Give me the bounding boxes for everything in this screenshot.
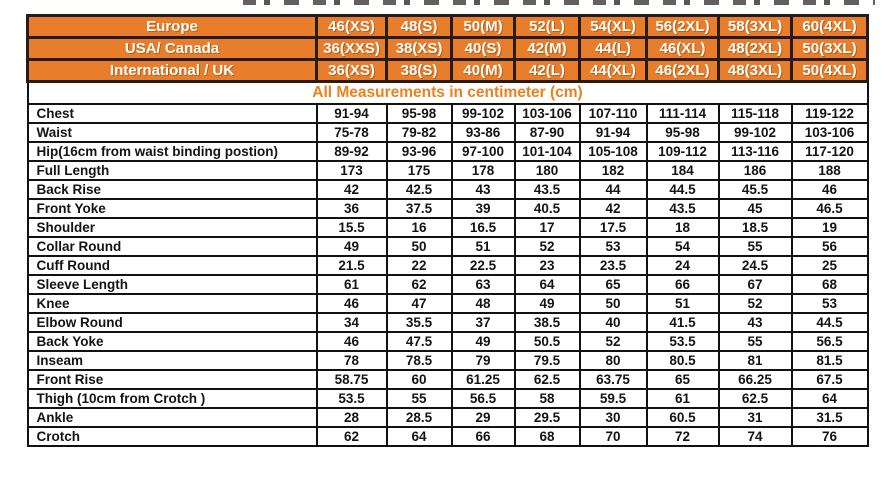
measurement-value-cell: 119-122 — [792, 104, 868, 123]
measurement-value-cell: 188 — [792, 161, 868, 180]
measurement-label-cell: Back Rise — [28, 180, 317, 199]
measurement-label-cell: Waist — [28, 123, 317, 142]
measurement-value-cell: 50 — [387, 237, 452, 256]
measurement-value-cell: 51 — [647, 294, 719, 313]
table-row — [28, 199, 868, 218]
measurement-value-cell: 95-98 — [387, 104, 452, 123]
measurement-value-cell: 36 — [317, 199, 387, 218]
measurement-value-cell: 25 — [792, 256, 868, 275]
measurement-value-cell: 105-108 — [580, 142, 647, 161]
measurement-label-cell: Elbow Round — [28, 313, 317, 332]
measurement-label-cell: Hip(16cm from waist binding postion) — [28, 142, 317, 161]
measurement-value-cell: 115-118 — [719, 104, 792, 123]
table-row — [28, 142, 868, 161]
measurement-label-cell: Cuff Round — [28, 256, 317, 275]
size-cell: 50(M) — [452, 16, 515, 38]
measurement-value-cell: 23 — [515, 256, 580, 275]
measurement-value-cell: 81 — [719, 351, 792, 370]
measurement-label-cell: Collar Round — [28, 237, 317, 256]
measurement-label-cell: Ankle — [28, 408, 317, 427]
measurement-value-cell: 64 — [515, 275, 580, 294]
measurement-value-cell: 55 — [719, 237, 792, 256]
measurement-value-cell: 47.5 — [387, 332, 452, 351]
measurement-value-cell: 91-94 — [317, 104, 387, 123]
table-row — [28, 427, 868, 446]
table-row — [28, 294, 868, 313]
measurement-value-cell: 66 — [452, 427, 515, 446]
size-cell: 44(XL) — [580, 60, 647, 82]
measurement-value-cell: 107-110 — [580, 104, 647, 123]
measurement-value-cell: 24.5 — [719, 256, 792, 275]
header-row — [28, 60, 868, 82]
measurement-value-cell: 52 — [719, 294, 792, 313]
measurement-value-cell: 75-78 — [317, 123, 387, 142]
measurement-value-cell: 61.25 — [452, 370, 515, 389]
measurement-label-cell: Chest — [28, 104, 317, 123]
measurement-value-cell: 67.5 — [792, 370, 868, 389]
measurement-value-cell: 91-94 — [580, 123, 647, 142]
measurement-value-cell: 64 — [792, 389, 868, 408]
measurement-value-cell: 50 — [580, 294, 647, 313]
size-cell: 48(3XL) — [719, 60, 792, 82]
measurement-value-cell: 173 — [317, 161, 387, 180]
measurement-value-cell: 89-92 — [317, 142, 387, 161]
measurement-value-cell: 78 — [317, 351, 387, 370]
measurement-value-cell: 43.5 — [647, 199, 719, 218]
measurement-value-cell: 43 — [452, 180, 515, 199]
table-row — [28, 104, 868, 123]
measurement-value-cell: 24 — [647, 256, 719, 275]
measurement-value-cell: 58 — [515, 389, 580, 408]
measurement-label-cell: Knee — [28, 294, 317, 313]
measurement-value-cell: 74 — [719, 427, 792, 446]
size-cell: 42(L) — [515, 60, 580, 82]
measurement-value-cell: 182 — [580, 161, 647, 180]
table-row — [28, 275, 868, 294]
measurement-value-cell: 186 — [719, 161, 792, 180]
size-cell: 36(XXS) — [317, 38, 387, 60]
measurements-note: All Measurements in centimeter (cm) — [28, 82, 868, 105]
measurement-value-cell: 43 — [719, 313, 792, 332]
measurement-value-cell: 46 — [317, 294, 387, 313]
table-row — [28, 313, 868, 332]
measurement-value-cell: 15.5 — [317, 218, 387, 237]
measurement-value-cell: 49 — [452, 332, 515, 351]
measurement-label-cell: Front Rise — [28, 370, 317, 389]
measurement-value-cell: 97-100 — [452, 142, 515, 161]
measurement-value-cell: 37 — [452, 313, 515, 332]
size-cell: 36(XS) — [317, 60, 387, 82]
table-row — [28, 256, 868, 275]
measurement-value-cell: 62 — [387, 275, 452, 294]
measurement-value-cell: 93-86 — [452, 123, 515, 142]
size-cell: 38(S) — [387, 60, 452, 82]
measurement-value-cell: 56 — [792, 237, 868, 256]
measurement-value-cell: 58.75 — [317, 370, 387, 389]
measurement-value-cell: 31 — [719, 408, 792, 427]
measurement-value-cell: 18 — [647, 218, 719, 237]
measurement-value-cell: 40.5 — [515, 199, 580, 218]
measurement-value-cell: 41.5 — [647, 313, 719, 332]
measurement-value-cell: 29.5 — [515, 408, 580, 427]
measurement-value-cell: 17 — [515, 218, 580, 237]
measurement-value-cell: 52 — [515, 237, 580, 256]
header-row — [28, 38, 868, 60]
measurement-value-cell: 19 — [792, 218, 868, 237]
table-row — [28, 389, 868, 408]
measurement-value-cell: 44.5 — [647, 180, 719, 199]
measurement-value-cell: 101-104 — [515, 142, 580, 161]
measurement-value-cell: 99-102 — [452, 104, 515, 123]
size-table — [26, 14, 869, 447]
table-row — [28, 408, 868, 427]
measurement-value-cell: 99-102 — [719, 123, 792, 142]
size-cell: 46(XL) — [647, 38, 719, 60]
measurement-label-cell: Back Yoke — [28, 332, 317, 351]
size-cell: 40(M) — [452, 60, 515, 82]
size-cell: 46(2XL) — [647, 60, 719, 82]
measurement-value-cell: 31.5 — [792, 408, 868, 427]
measurement-value-cell: 16 — [387, 218, 452, 237]
table-row — [28, 180, 868, 199]
region-label-cell: USA/ Canada — [28, 38, 317, 60]
table-row — [28, 161, 868, 180]
size-cell: 46(XS) — [317, 16, 387, 38]
measurement-value-cell: 53.5 — [647, 332, 719, 351]
size-cell: 48(S) — [387, 16, 452, 38]
measurement-value-cell: 103-106 — [792, 123, 868, 142]
measurement-label-cell: Shoulder — [28, 218, 317, 237]
measurement-value-cell: 79.5 — [515, 351, 580, 370]
measurements-note-row — [28, 82, 868, 105]
size-cell: 50(3XL) — [792, 38, 868, 60]
measurement-value-cell: 49 — [317, 237, 387, 256]
size-cell: 44(L) — [580, 38, 647, 60]
measurement-value-cell: 28.5 — [387, 408, 452, 427]
measurement-value-cell: 178 — [452, 161, 515, 180]
measurement-value-cell: 67 — [719, 275, 792, 294]
measurement-value-cell: 81.5 — [792, 351, 868, 370]
measurement-value-cell: 42 — [580, 199, 647, 218]
cropped-title-text — [243, 0, 875, 5]
measurement-value-cell: 39 — [452, 199, 515, 218]
size-cell: 58(3XL) — [719, 16, 792, 38]
size-cell: 42(M) — [515, 38, 580, 60]
measurement-value-cell: 109-112 — [647, 142, 719, 161]
measurement-value-cell: 103-106 — [515, 104, 580, 123]
table-row — [28, 237, 868, 256]
region-label-cell: Europe — [28, 16, 317, 38]
measurement-value-cell: 93-96 — [387, 142, 452, 161]
measurement-value-cell: 46 — [792, 180, 868, 199]
measurement-value-cell: 62 — [317, 427, 387, 446]
measurement-value-cell: 46 — [317, 332, 387, 351]
measurement-value-cell: 53.5 — [317, 389, 387, 408]
measurement-value-cell: 61 — [317, 275, 387, 294]
table-row — [28, 332, 868, 351]
table-row — [28, 351, 868, 370]
measurement-value-cell: 95-98 — [647, 123, 719, 142]
measurement-value-cell: 180 — [515, 161, 580, 180]
measurement-value-cell: 18.5 — [719, 218, 792, 237]
measurement-value-cell: 38.5 — [515, 313, 580, 332]
measurement-value-cell: 111-114 — [647, 104, 719, 123]
measurement-value-cell: 87-90 — [515, 123, 580, 142]
measurement-label-cell: Inseam — [28, 351, 317, 370]
measurement-value-cell: 62.5 — [719, 389, 792, 408]
measurement-value-cell: 64 — [387, 427, 452, 446]
measurement-value-cell: 79-82 — [387, 123, 452, 142]
measurement-label-cell: Front Yoke — [28, 199, 317, 218]
measurement-value-cell: 66 — [647, 275, 719, 294]
measurement-value-cell: 37.5 — [387, 199, 452, 218]
measurement-value-cell: 59.5 — [580, 389, 647, 408]
measurement-value-cell: 47 — [387, 294, 452, 313]
measurement-value-cell: 80.5 — [647, 351, 719, 370]
measurement-value-cell: 60 — [387, 370, 452, 389]
measurement-value-cell: 60.5 — [647, 408, 719, 427]
measurement-value-cell: 61 — [647, 389, 719, 408]
measurement-value-cell: 21.5 — [317, 256, 387, 275]
measurement-value-cell: 63 — [452, 275, 515, 294]
size-cell: 60(4XL) — [792, 16, 868, 38]
measurement-value-cell: 52 — [580, 332, 647, 351]
measurement-value-cell: 51 — [452, 237, 515, 256]
measurement-label-cell: Thigh (10cm from Crotch ) — [28, 389, 317, 408]
region-label-cell: International / UK — [28, 60, 317, 82]
measurement-value-cell: 113-116 — [719, 142, 792, 161]
measurement-value-cell: 22.5 — [452, 256, 515, 275]
table-row — [28, 123, 868, 142]
size-cell: 40(S) — [452, 38, 515, 60]
measurement-value-cell: 29 — [452, 408, 515, 427]
size-cell: 54(XL) — [580, 16, 647, 38]
measurement-value-cell: 55 — [387, 389, 452, 408]
measurement-label-cell: Full Length — [28, 161, 317, 180]
measurement-value-cell: 62.5 — [515, 370, 580, 389]
measurement-value-cell: 49 — [515, 294, 580, 313]
measurement-value-cell: 117-120 — [792, 142, 868, 161]
table-row — [28, 218, 868, 237]
size-cell: 48(2XL) — [719, 38, 792, 60]
table-row — [28, 370, 868, 389]
measurement-value-cell: 43.5 — [515, 180, 580, 199]
measurement-value-cell: 65 — [580, 275, 647, 294]
measurement-value-cell: 23.5 — [580, 256, 647, 275]
measurement-value-cell: 56.5 — [792, 332, 868, 351]
measurement-value-cell: 65 — [647, 370, 719, 389]
measurement-value-cell: 45.5 — [719, 180, 792, 199]
size-cell: 38(XS) — [387, 38, 452, 60]
size-cell: 52(L) — [515, 16, 580, 38]
measurement-label-cell: Sleeve Length — [28, 275, 317, 294]
measurement-value-cell: 17.5 — [580, 218, 647, 237]
measurement-value-cell: 54 — [647, 237, 719, 256]
measurement-value-cell: 53 — [580, 237, 647, 256]
measurement-value-cell: 56.5 — [452, 389, 515, 408]
measurement-value-cell: 63.75 — [580, 370, 647, 389]
measurement-value-cell: 42 — [317, 180, 387, 199]
measurement-value-cell: 48 — [452, 294, 515, 313]
measurement-value-cell: 175 — [387, 161, 452, 180]
measurement-value-cell: 46.5 — [792, 199, 868, 218]
size-cell: 56(2XL) — [647, 16, 719, 38]
measurement-value-cell: 79 — [452, 351, 515, 370]
size-cell: 50(4XL) — [792, 60, 868, 82]
measurement-value-cell: 28 — [317, 408, 387, 427]
measurement-value-cell: 30 — [580, 408, 647, 427]
measurement-value-cell: 44.5 — [792, 313, 868, 332]
header-row — [28, 16, 868, 38]
measurement-value-cell: 184 — [647, 161, 719, 180]
measurement-value-cell: 55 — [719, 332, 792, 351]
measurement-value-cell: 68 — [515, 427, 580, 446]
measurement-value-cell: 45 — [719, 199, 792, 218]
measurement-value-cell: 66.25 — [719, 370, 792, 389]
measurement-value-cell: 42.5 — [387, 180, 452, 199]
size-chart — [26, 14, 869, 447]
size-table-body — [28, 16, 868, 447]
measurement-value-cell: 44 — [580, 180, 647, 199]
measurement-value-cell: 35.5 — [387, 313, 452, 332]
measurement-value-cell: 16.5 — [452, 218, 515, 237]
measurement-value-cell: 68 — [792, 275, 868, 294]
measurement-label-cell: Crotch — [28, 427, 317, 446]
measurement-value-cell: 78.5 — [387, 351, 452, 370]
measurement-value-cell: 72 — [647, 427, 719, 446]
measurement-value-cell: 34 — [317, 313, 387, 332]
measurement-value-cell: 76 — [792, 427, 868, 446]
measurement-value-cell: 80 — [580, 351, 647, 370]
measurement-value-cell: 53 — [792, 294, 868, 313]
measurement-value-cell: 40 — [580, 313, 647, 332]
measurement-value-cell: 50.5 — [515, 332, 580, 351]
measurement-value-cell: 22 — [387, 256, 452, 275]
measurement-value-cell: 70 — [580, 427, 647, 446]
